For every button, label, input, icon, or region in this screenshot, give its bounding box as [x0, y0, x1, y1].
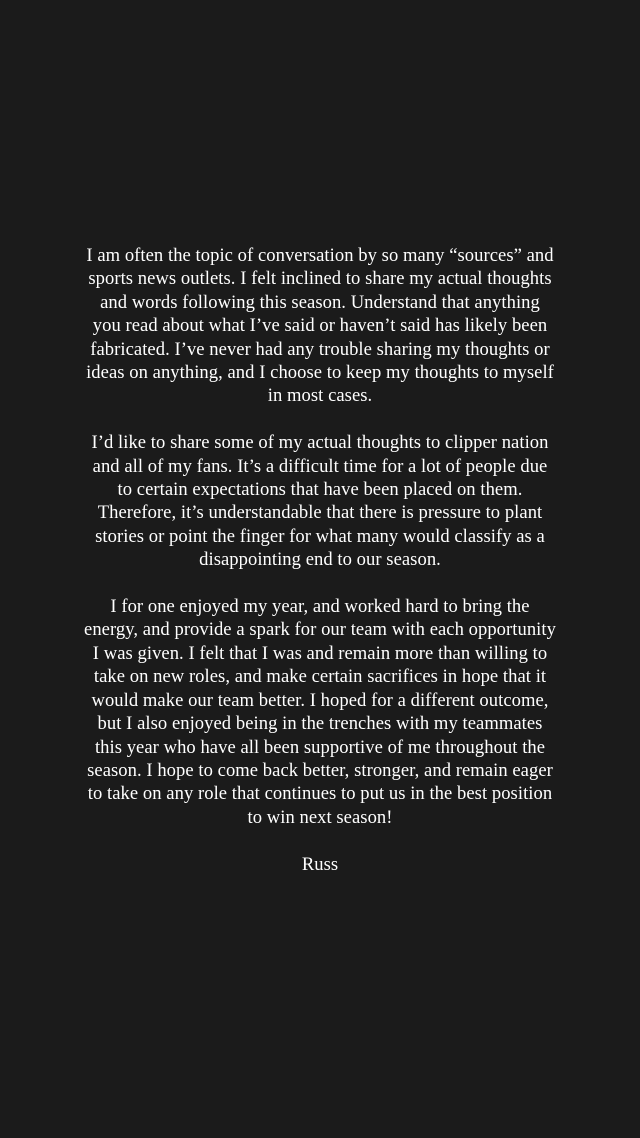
statement-paragraph-1: I am often the topic of conversation by so many “sources” and sports news outlets. I felt inclined to share my actual thoughts and words following this season. Understand that anything you read about what I’ve said or haven’t said has likely been fabricated. I’ve never had any trouble sharing my thoughts or ideas on anything, and I choose to keep my thoughts to myself in most cases.: [86, 245, 554, 407]
signature: Russ: [301, 853, 339, 875]
statement-paragraph-3: I for one enjoyed my year, and worked hard to bring the energy, and provide a spark for our team with each opportunity I was given. I felt that I was and remain more than willing to take on new roles, and make certain sacrifices in hope that it would make our team better. I hoped for a different outcome, but I also enjoyed being in the trenches with my teammates this year who have all been supportive of me throughout the season. I hope to come back better, stronger, and remain eager to take on any role that continues to put us in the best position to win next season!: [84, 596, 556, 828]
statement-text: [84, 244, 556, 876]
statement-paragraph-2: I’d like to share some of my actual thoughts to clipper nation and all of my fans. It’s a difficult time for a lot of people due to certain expectations that have been placed on them. Therefore, it’s understandable that there is pressure to plant stories or point the finger for what many would classify as a disappointing end to our season.: [91, 432, 549, 571]
